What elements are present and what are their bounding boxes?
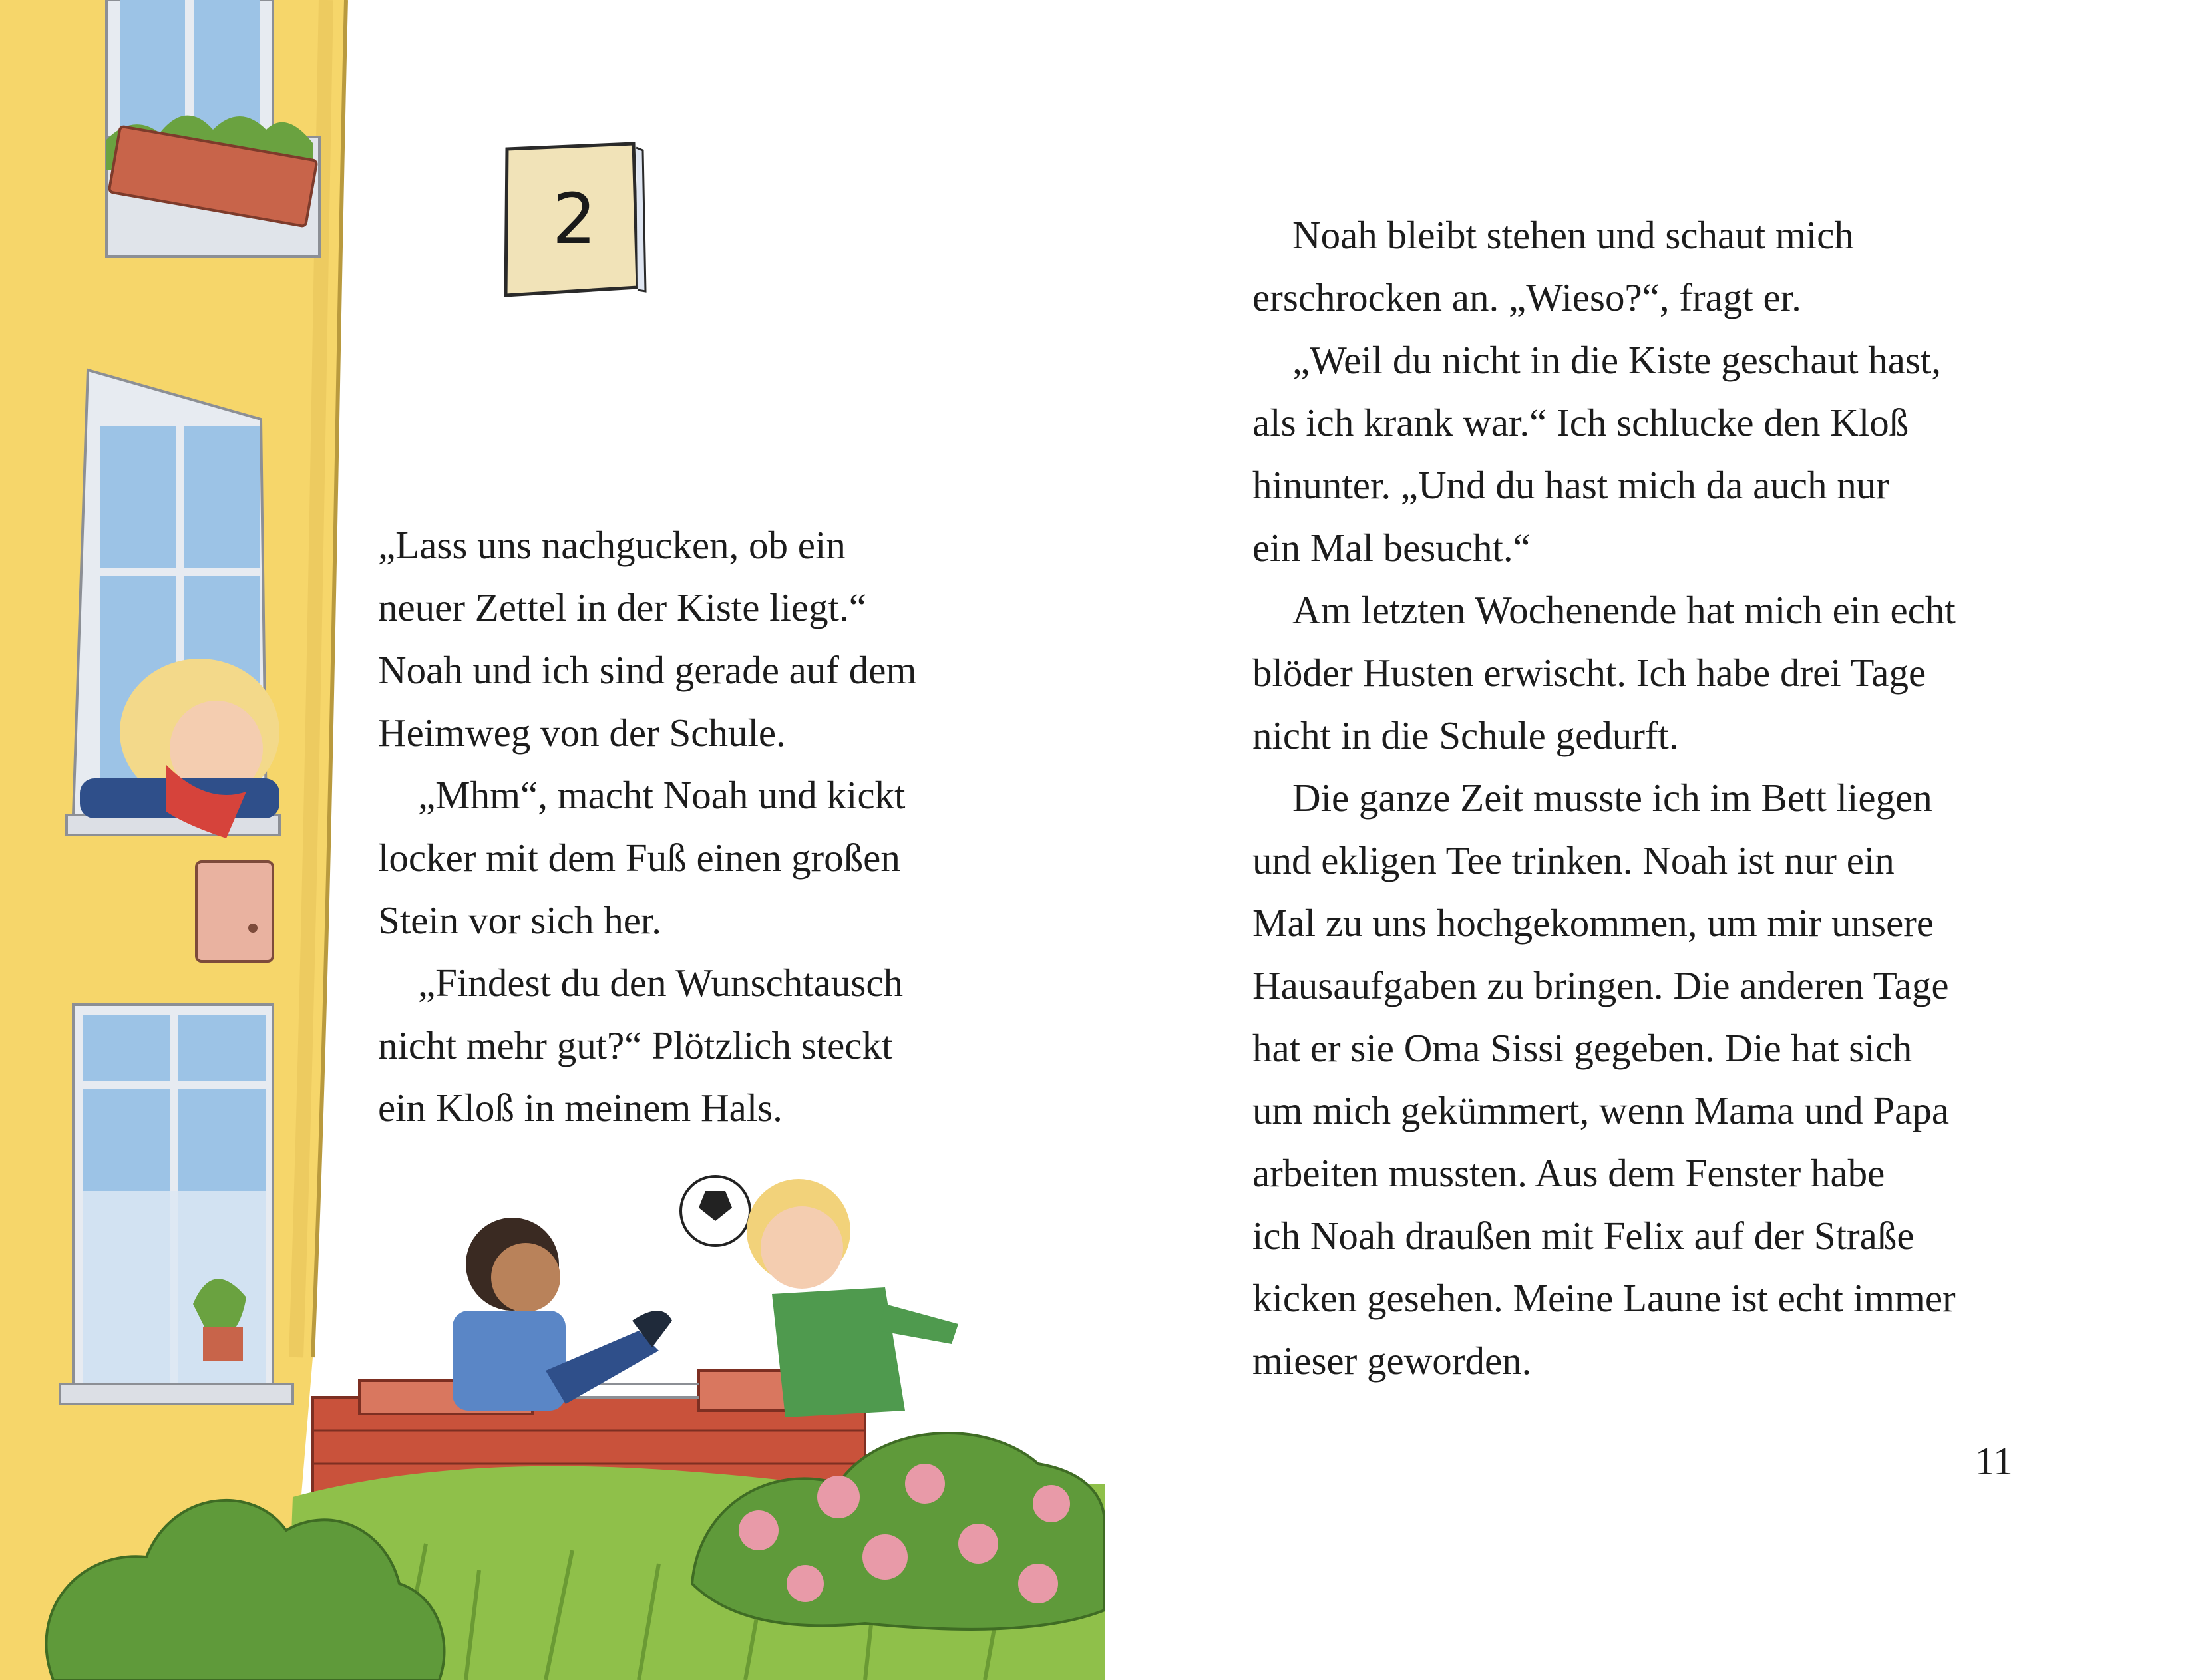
text-line: und ekligen Tee trinken. Noah ist nur ein	[1252, 838, 1895, 882]
text-line: erschrocken an. „Wieso?“, fragt er.	[1252, 275, 1801, 319]
text-line: arbeiten mussten. Aus dem Fenster habe	[1252, 1151, 1885, 1195]
text-line: ich Noah draußen mit Felix auf der Straße	[1252, 1214, 1915, 1258]
text-line: Noah bleibt stehen und schaut mich	[1292, 213, 1854, 257]
page-number: 11	[1975, 1439, 2013, 1483]
text-line: kicken gesehen. Meine Laune ist echt immer	[1252, 1276, 1956, 1320]
text-line: nicht mehr gut?“ Plötzlich steckt	[378, 1023, 893, 1067]
text-line: mieser geworden.	[1252, 1339, 1532, 1383]
text-line: locker mit dem Fuß einen großen	[378, 836, 900, 880]
chapter-badge	[500, 141, 648, 297]
text-line: „Weil du nicht in die Kiste geschaut hast,	[1292, 338, 1942, 382]
text-line: ein Mal besucht.“	[1252, 526, 1531, 570]
text-line: hinunter. „Und du hast mich da auch nur	[1252, 463, 1889, 507]
text-line: Die ganze Zeit musste ich im Bett liegen	[1292, 776, 1932, 820]
text-line: neuer Zettel in der Kiste liegt.“	[378, 586, 866, 629]
text-line: hat er sie Oma Sissi gegeben. Die hat sich	[1252, 1026, 1913, 1070]
text-line: blöder Husten erwischt. Ich habe drei Tage	[1252, 651, 1926, 695]
text-line: nicht in die Schule gedurft.	[1252, 713, 1679, 757]
text-line: Stein vor sich her.	[378, 898, 662, 942]
text-line: um mich gekümmert, wenn Mama und Papa	[1252, 1089, 1950, 1132]
text-line: „Lass uns nachgucken, ob ein	[378, 523, 846, 567]
text-line: Mal zu uns hochgekommen, um mir unsere	[1252, 901, 1934, 945]
text-line: Hausaufgaben zu bringen. Die anderen Tage	[1252, 963, 1949, 1007]
chapter-number: 2	[552, 178, 597, 259]
right-page-text	[1252, 204, 2038, 1392]
left-page-text	[378, 514, 977, 1139]
football	[681, 1176, 750, 1246]
text-line: Noah und ich sind gerade auf dem	[378, 648, 917, 692]
text-line: als ich krank war.“ Ich schlucke den Kloß	[1252, 401, 1909, 444]
text-line: „Mhm“, macht Noah und kickt	[418, 773, 906, 817]
letterbox	[196, 862, 273, 961]
window-bottom	[60, 1005, 293, 1404]
text-line: Am letzten Wochenende hat mich ein echt	[1292, 588, 1956, 632]
text-line: ein Kloß in meinem Hals.	[378, 1086, 783, 1130]
boy-sitting	[453, 1218, 672, 1411]
text-line: „Findest du den Wunschtausch	[418, 961, 904, 1005]
text-line: Heimweg von der Schule.	[378, 711, 786, 755]
